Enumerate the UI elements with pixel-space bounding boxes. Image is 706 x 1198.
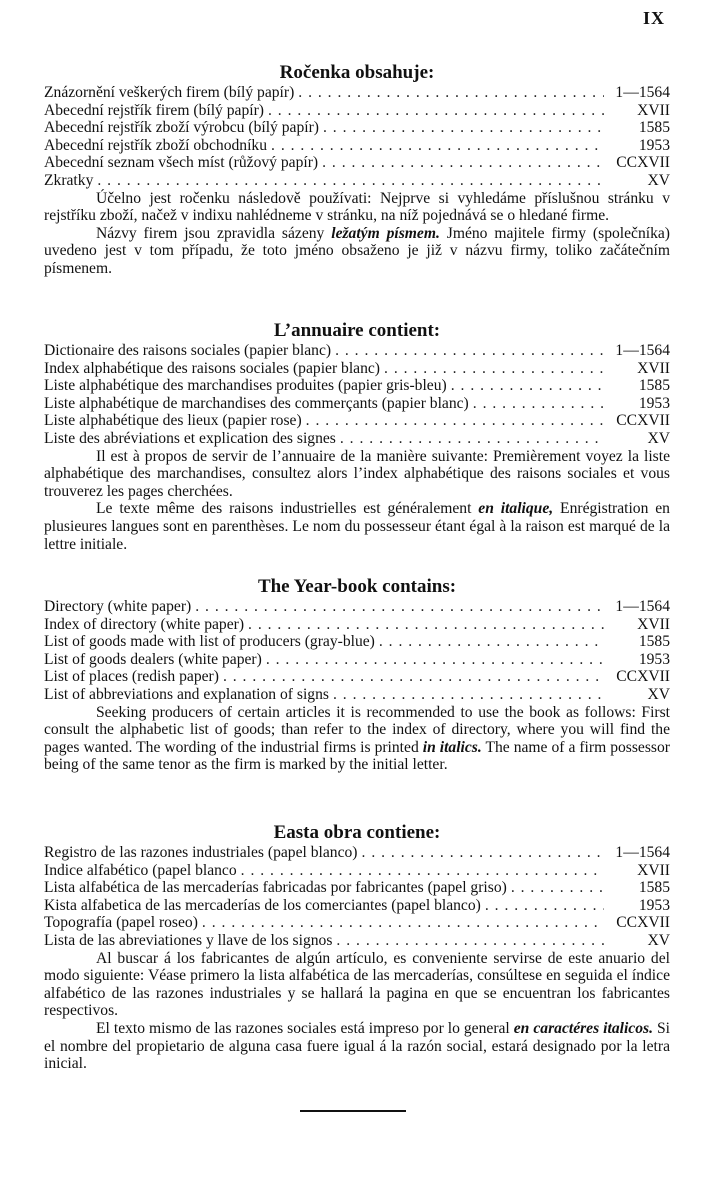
entry-pages: 1953 — [638, 394, 670, 412]
dot-leader — [335, 342, 604, 360]
section-title: Ročenka obsahuje: — [279, 62, 435, 83]
page-number: IX — [643, 8, 666, 28]
entry-label: Lista alfabética de las mercaderías fabricadas por fabricantes (papel griso) — [44, 879, 507, 897]
paragraph-text: Le texte même des raisons industrielles est généralement — [96, 500, 479, 518]
paragraph-text: El texto mismo de las razones sociales está impreso por lo general — [96, 1019, 514, 1037]
entry-label: Indice alfabético (papel blanco — [44, 861, 237, 879]
list-item — [44, 914, 670, 932]
dot-leader — [485, 897, 604, 915]
entry-label: Liste alphabétique des marchandises produites (papier gris-bleu) — [44, 377, 447, 395]
dot-leader — [298, 84, 604, 102]
entry-label: Zkratky — [44, 171, 94, 189]
dot-leader — [451, 377, 604, 395]
entry-pages: XV — [647, 171, 670, 189]
entry-label: Znázornění veškerých firem (bílý papír) — [44, 84, 295, 101]
entry-pages: 1585 — [638, 119, 670, 137]
section-title: L’annuaire contient: — [273, 320, 441, 341]
entry-pages: 1—1564 — [615, 84, 670, 101]
entry-pages: XVII — [637, 101, 670, 119]
entry-pages: 1—1564 — [615, 342, 670, 359]
entry-list — [44, 342, 670, 448]
entry-label: Directory (white paper) — [44, 598, 192, 615]
dot-leader — [266, 651, 604, 669]
entry-pages: CCXVII — [616, 412, 670, 430]
section-english — [44, 576, 670, 774]
list-item — [44, 412, 670, 430]
list-item — [44, 154, 670, 172]
paragraph — [44, 704, 670, 774]
list-item — [44, 897, 670, 915]
paragraph-text: Jméno majitele firmy (společníka) uvedeno jest v tom případu, že toto jméno obsaženo je již v názvu firmy, toliko začátečním písmenem. — [44, 224, 670, 277]
dot-leader — [306, 412, 604, 430]
entry-list — [44, 844, 670, 950]
list-item — [44, 377, 670, 395]
entry-label: Abecední rejstřík firem (bílý papír) — [44, 101, 264, 119]
dot-leader — [379, 633, 604, 651]
paragraph-text: Si el nombre del propietario de alguna casa fuere igual á la razón social, estará designado por la letra inicial. — [44, 1019, 670, 1073]
list-item — [44, 668, 670, 686]
entry-pages: 1—1564 — [615, 598, 670, 615]
list-item — [44, 119, 670, 137]
italic-phrase: en italique, — [478, 500, 554, 518]
paragraph — [44, 500, 670, 553]
entry-label: Dictionaire des raisons sociales (papier blanc) — [44, 342, 332, 359]
dot-leader — [323, 119, 604, 137]
entry-pages: 1585 — [638, 633, 670, 651]
paragraph: Al buscar á los fabricantes de algún artículo, es conveniente servirse de este anuario del modo siguiente: Véase primero la lista alfabética de las mercaderías, consúltese en seguida el índice alfabético de las razones industriales y se hallará la pagina en que se encuentran los fabricantes respectivos. — [44, 949, 670, 1020]
list-item — [44, 651, 670, 669]
dot-leader — [473, 395, 604, 413]
list-item — [44, 395, 670, 413]
entry-pages: 1953 — [638, 650, 670, 668]
dot-leader — [268, 102, 604, 120]
paragraph: Il est à propos de servir de l’annuaire de la manière suivante: Premièrement voyez la liste alphabétique des marchandises, consultez alors l’index alphabétique des raisons sociales et vous trouverez les pages cherchées. — [44, 447, 670, 500]
list-item — [44, 598, 670, 616]
dot-leader — [384, 360, 604, 378]
entry-pages: 1953 — [638, 896, 670, 914]
entry-list — [44, 84, 670, 190]
section-title: The Year-book contains: — [257, 576, 457, 597]
entry-pages: 1953 — [638, 136, 670, 154]
dot-leader — [511, 879, 604, 897]
dot-leader — [195, 598, 604, 616]
entry-label: List of goods dealers (white paper) — [44, 650, 262, 668]
entry-pages: XV — [647, 429, 670, 447]
entry-pages: XV — [647, 931, 670, 949]
entry-label: Index alphabétique des raisons sociales (papier blanc) — [44, 359, 381, 377]
entry-pages: 1585 — [638, 377, 670, 395]
list-item — [44, 172, 670, 190]
entry-label: Index of directory (white paper) — [44, 615, 245, 633]
list-item — [44, 102, 670, 120]
entry-label: Kista alfabetica de las mercaderías de los comerciantes (papel blanco) — [44, 896, 481, 914]
list-item — [44, 862, 670, 880]
list-item — [44, 137, 670, 155]
dot-leader — [223, 668, 604, 686]
italic-phrase: in italics. — [422, 738, 482, 756]
paragraph-text: The name of a firm possessor being of the same tenor as the firm is marked by the initial letter. — [44, 738, 670, 774]
paragraph-text: Seeking producers of certain articles it is recommended to use the book as follows: First consult the alphabetic list of goods; than refer to the index of directory, where you will find the pages wanted. The wording of the industrial firms is printed — [44, 703, 670, 756]
paragraph — [44, 225, 670, 278]
dot-leader — [271, 137, 604, 155]
entry-label: List of goods made with list of producers (gray-blue) — [44, 633, 375, 651]
entry-label: Liste des abréviations et explication des signes — [44, 429, 336, 447]
section-title: Easta obra contiene: — [273, 822, 441, 843]
entry-label: List of abbreviations and explanation of signs — [44, 685, 329, 703]
entry-label: Lista de las abreviationes y llave de los signos — [44, 931, 333, 949]
dot-leader — [362, 844, 604, 862]
entry-label: Registro de las razones industriales (papel blanco) — [44, 844, 358, 861]
list-item — [44, 430, 670, 448]
end-rule — [300, 1110, 406, 1112]
list-item — [44, 932, 670, 950]
entry-pages: CCXVII — [616, 914, 670, 932]
entry-label: List of places (redish paper) — [44, 668, 219, 686]
entry-pages: XVII — [637, 615, 670, 633]
paragraph-text: Názvy firem jsou zpravidla sázeny — [96, 224, 332, 242]
entry-list — [44, 598, 670, 704]
dot-leader — [248, 616, 604, 634]
italic-phrase: ležatým písmem. — [331, 224, 440, 242]
entry-pages: CCXVII — [616, 154, 670, 172]
dot-leader — [97, 172, 604, 190]
list-item — [44, 360, 670, 378]
paragraph-text: Enrégistration en plusieures langues sont en parenthèses. Le nom du possesseur étant égal à la raison est marqué de la lettre initiale. — [44, 500, 670, 553]
entry-pages: XVII — [637, 861, 670, 879]
entry-label: Liste alphabétique de marchandises des commerçants (papier blanc) — [44, 394, 469, 412]
list-item — [44, 686, 670, 704]
list-item — [44, 616, 670, 634]
list-item — [44, 633, 670, 651]
entry-label: Abecední seznam všech míst (růžový papír) — [44, 154, 319, 172]
dot-leader — [333, 686, 604, 704]
entry-label: Liste alphabétique des lieux (papier rose) — [44, 412, 302, 430]
dot-leader — [340, 430, 604, 448]
dot-leader — [336, 932, 604, 950]
list-item — [44, 844, 670, 862]
list-item — [44, 879, 670, 897]
section-french — [44, 320, 670, 553]
entry-label: Abecední rejstřík zboží obchodníku — [44, 136, 268, 154]
italic-phrase: en caractéres italicos. — [513, 1019, 653, 1037]
entry-label: Topografía (papel roseo) — [44, 914, 198, 932]
dot-leader — [241, 862, 604, 880]
dot-leader — [322, 154, 604, 172]
entry-pages: XVII — [637, 359, 670, 377]
list-item — [44, 84, 670, 102]
entry-pages: 1—1564 — [615, 844, 670, 861]
list-item — [44, 342, 670, 360]
paragraph — [44, 1020, 670, 1073]
section-czech — [44, 62, 670, 278]
dot-leader — [202, 914, 604, 932]
entry-pages: XV — [647, 685, 670, 703]
section-spanish — [44, 822, 670, 1073]
entry-pages: CCXVII — [616, 668, 670, 686]
entry-pages: 1585 — [638, 879, 670, 897]
entry-label: Abecední rejstřík zboží výrobcu (bílý papír) — [44, 119, 319, 137]
paragraph: Účelno jest ročenku následově používati: Nejprve si vyhledáme příslušnou stránku v rejstříku zboží, načež v indixu nahlédneme v stránku, na níž pojednává se o hledané firme. — [44, 189, 670, 225]
